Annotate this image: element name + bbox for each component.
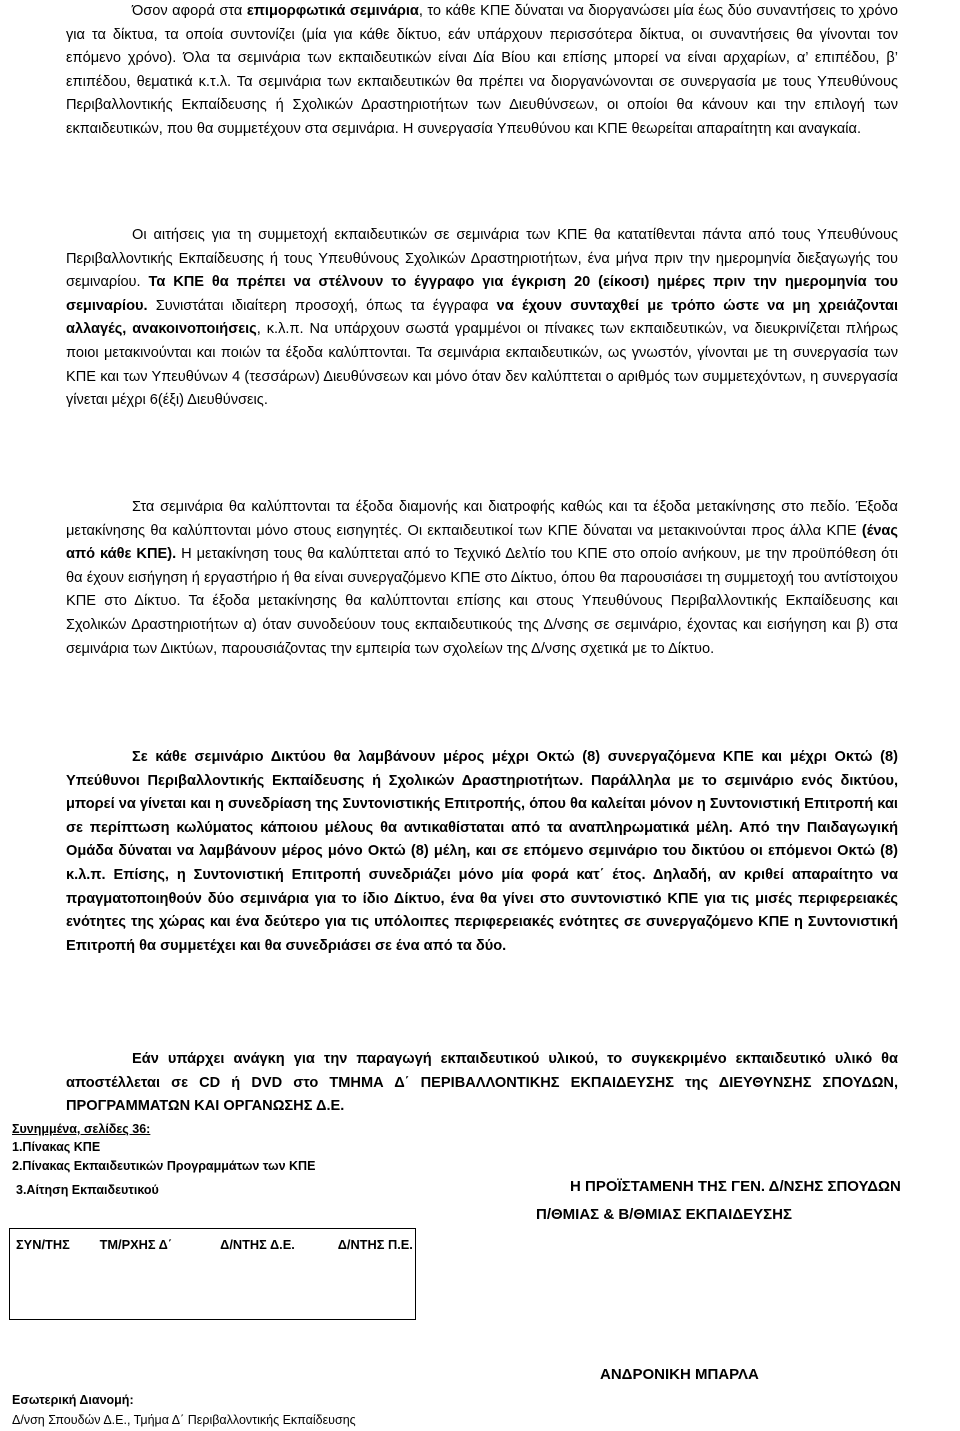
text-run: , κ.λ.π. Να υπάρχουν σωστά γραμμένοι οι πίνακες των εκπαιδευτικών, να διευκρινίζεται πλήρως ποιοι μετακινούνται και ποιών τα έξοδα καλύπτονται. Τα σεμινάρια εκπαιδευτικών, ως γνωστόν, γίνονται με τη συνεργασία των ΚΠΕ και των Υπευθύνων 4 (τεσσάρων) Διευθύνσεων και μόνο όταν δεν καλύπτεται ο αριθμός των συμμετεχόντων, η συνεργασία γίνεται μέχρι 6(έξι) Διευθύνσεις. xyxy=(66,321,898,409)
text-run: επιμορφωτικά σεμινάρια xyxy=(246,3,419,19)
internal-distribution-heading: Εσωτερική Διανομή: xyxy=(12,1393,134,1407)
initials-cell: Δ/ΝΤΗΣ Δ.Ε. xyxy=(220,1237,295,1252)
text-run: , το κάθε ΚΠΕ δύναται να διοργανώσει μία έως δύο συναντήσεις το χρόνο για τα δίκτυα, τα οποία συντονίζει (μία για κάθε δίκτυο, εάν υπάρχουν περισσότερα δίκτυα, οι συναντήσεις θα γίνονται τον επόμενο χρόνο). Όλα τα σεμινάρια των εκπαιδευτικών είναι Δία Βίου και επίσης μπορεί να είναι αρχαρίων, α’ επιπέδου, β’ επιπέδου, θεματικά κ.τ.λ. Τα σεμινάρια των εκπαιδευτικών θα πρέπει να διοργανώνονται σε συνεργασία με τους Υπευθύνους Περιβαλλοντικής Εκπαίδευσης ή Σχολικών Δραστηριοτήτων των Διευθύνσεων, οι οποίοι θα κάνουν και την επιλογή των εκπαιδευτικών, που θα συμμετέχουν στα σεμινάρια. Η συνεργασία Υπευθύνου και ΚΠΕ θεωρείται απαραίτητη και αναγκαία. xyxy=(66,3,898,137)
text-run: Όσον αφορά στα xyxy=(132,3,247,19)
initials-cell: Δ/ΝΤΗΣ Π.Ε. xyxy=(337,1237,413,1252)
paragraph-educational-material: Εάν υπάρχει ανάγκη για την παραγωγή εκπαιδευτικού υλικού, το συγκεκριμένο εκπαιδευτικό υλικό θα αποστέλλεται σε CD ή DVD στο ΤΜΗΜΑ Δ΄ ΠΕΡΙΒΑΛΛΟΝΤΙΚΗΣ ΕΚΠΑΙΔΕΥΣΗΣ της ΔΙΕΥΘΥΝΣΗΣ ΣΠΟΥΔΩΝ, ΠΡΟΓΡΑΜΜΑΤΩΝ ΚΑΙ ΟΡΓΑΝΩΣΗΣ Δ.Ε. xyxy=(66,1051,898,1115)
paragraph-applications xyxy=(66,224,898,413)
text-run: να έχουν συνταχθεί με τρόπο ώστε να μη χρειάζονται αλλαγές, ανακοινοποιήσεις xyxy=(66,297,898,338)
text-run: Η μετακίνηση τους θα καλύπτεται από το Τεχνικό Δελτίο του ΚΠΕ στο οποίο ανήκουν, με την προϋπόθεση ότι θα έχουν εισήγηση ή εργαστήριο ή θα είναι συνεργαζόμενο ΚΠΕ στο Δίκτυο, όπου θα παρουσιάσει τη συμμετοχή του αντίστοιχου ΚΠΕ στο Δίκτυο. Τα έξοδα μετακίνησης θα καλύπτονται επίσης και στους Υπευθύνους Περιβαλλοντικής Εκπαίδευσης και Σχολικών Δραστηριοτήτων α) όταν συνοδεύουν τους εκπαιδευτικούς της Δ/νσης σε σεμινάριο, έχοντας και εισήγηση και β) στα σεμινάρια των Δικτύων, παρουσιάζοντας την εμπειρία των σχολείων της Δ/νσης σχετικά με το Δίκτυο. xyxy=(66,546,898,657)
paragraph-network-participation: Σε κάθε σεμινάριο Δικτύου θα λαμβάνουν μέρος μέχρι Οκτώ (8) συνεργαζόμενα ΚΠΕ και μέχρι Οκτώ (8) Υπεύθυνοι Περιβαλλοντικής Εκπαίδευσης ή Σχολικών Δραστηριοτήτων. Παράλληλα με το σεμινάριο ενός δικτύου, μπορεί να γίνεται και η συνεδρίαση της Συντονιστικής Επιτροπής, όπου θα καλείται μόνον η Συντονιστική Επιτροπή και σε περίπτωση κωλύματος κάποιου μέλους θα αντικαθίσταται από τα αναπληρωματικά μέλη. Από την Παιδαγωγική Ομάδα δύναται να λαμβάνουν μέρος μόνο Οκτώ (8) μέλη, και σε επόμενο σεμινάριο του δικτύου οι επόμενοι Οκτώ (8) κ.λ.π. Επίσης, η Συντονιστική Επιτροπή συνεδριάζει μόνο μία φορά κατ΄ έτος. Δηλαδή, αν κριθεί απαραίτητο να πραγματοποιηθούν δύο σεμινάρια για το ίδιο Δίκτυο, ένα θα γίνει στο συντονιστικό ΚΠΕ για τις μισές περιφερειακές ενότητες της χώρας και ένα δεύτερο για τις υπόλοιπες περιφερειακές ενότητες σε συνεργαζόμενο ΚΠΕ η Συντονιστική Επιτροπή θα συμμετέχει και θα συνεδριάσει σε ένα από τα δύο. xyxy=(66,749,898,954)
paragraph-seminars-intro xyxy=(66,0,898,142)
text-run: Συνιστάται ιδιαίτερη προσοχή, όπως τα έγγραφα xyxy=(147,297,497,314)
initials-cell: ΤΜ/ΡΧΗΣ Δ΄ xyxy=(99,1237,173,1252)
attachment-item: 3.Αίτηση Εκπαιδευτικού xyxy=(16,1183,159,1197)
initials-cell: ΣΥΝ/ΤΗΣ xyxy=(16,1237,70,1252)
paragraph-expenses xyxy=(66,496,898,661)
signatory-name: ΑΝΔΡΟΝΙΚΗ ΜΠΑΡΛΑ xyxy=(600,1366,759,1383)
attachments-heading: Συνημμένα, σελίδες 36: xyxy=(12,1122,151,1136)
attachment-item: 2.Πίνακας Εκπαιδευτικών Προγραμμάτων των ΚΠΕ xyxy=(12,1159,316,1173)
initials-box xyxy=(9,1228,416,1320)
text-run: (ένας από κάθε ΚΠΕ). xyxy=(66,522,898,563)
internal-distribution-text: Δ/νση Σπουδών Δ.Ε., Τμήμα Δ΄ Περιβαλλοντικής Εκπαίδευσης xyxy=(12,1413,356,1427)
text-run: Οι αιτήσεις για τη συμμετοχή εκπαιδευτικών σε σεμινάρια των ΚΠΕ θα κατατίθενται πάντα από τους Υπευθύνους Περιβαλλοντικής Εκπαίδευσης ή τους Υπευθύνους Σχολικών Δραστηριοτήτων, ένα μήνα πριν την ημερομηνία διεξαγωγής του σεμιναρίου. xyxy=(66,227,898,291)
text-run: Στα σεμινάρια θα καλύπτονται τα έξοδα διαμονής και διατροφής καθώς και τα έξοδα μετακίνησης στο πεδίο. Έξοδα μετακίνησης θα καλύπτονται μόνο στους εισηγητές. Οι εκπαιδευτικοί των ΚΠΕ δύναται να μετακινούνται προς άλλα ΚΠΕ xyxy=(66,499,898,539)
signature-title-line1: Η ΠΡΟΪΣΤΑΜΕΝΗ ΤΗΣ ΓΕΝ. Δ/ΝΣΗΣ ΣΠΟΥΔΩΝ xyxy=(570,1178,901,1195)
attachment-item: 1.Πίνακας ΚΠΕ xyxy=(12,1140,101,1154)
text-run: Τα ΚΠΕ θα πρέπει να στέλνουν το έγγραφο για έγκριση 20 (είκοσι) ημέρες πριν την ημερομηνία του σεμιναρίου. xyxy=(66,274,898,314)
signature-title-line2: Π/ΘΜΙΑΣ & Β/ΘΜΙΑΣ ΕΚΠΑΙΔΕΥΣΗΣ xyxy=(536,1206,792,1223)
initials-row xyxy=(16,1237,413,1252)
